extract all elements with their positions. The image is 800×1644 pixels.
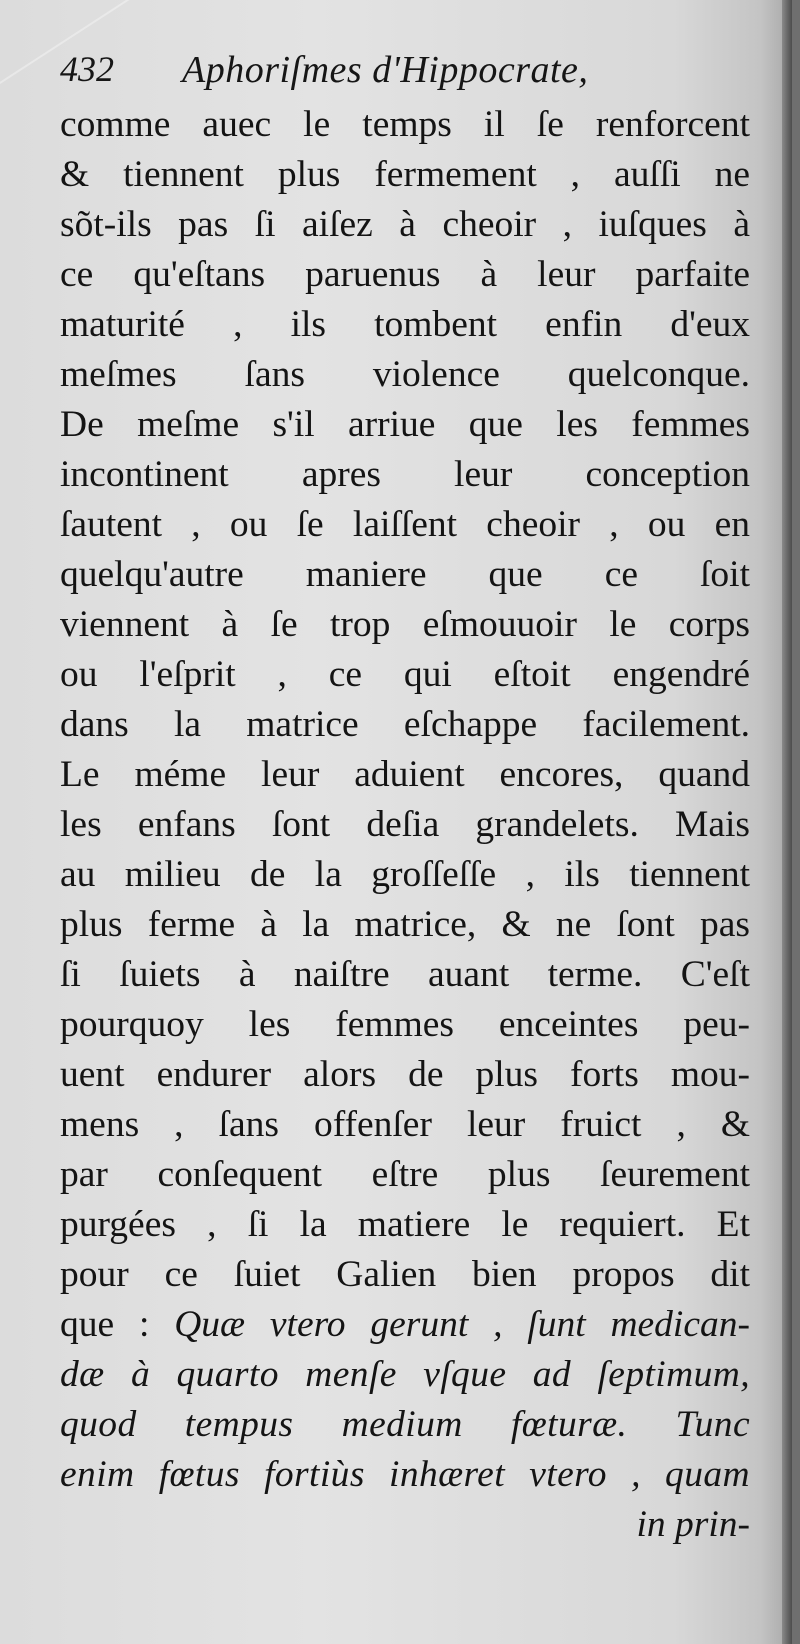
text-line: les enfans ſont deſia grandelets. Mais — [60, 804, 750, 845]
text-line: meſmes ſans violence quelconque. — [60, 354, 750, 395]
body-text — [60, 100, 750, 1550]
roman-segment: que : — [60, 1304, 175, 1345]
running-title: Aphoriſmes d'Hippocrate, — [182, 49, 589, 91]
text-line: ce qu'eſtans paruenus à leur parfaite — [60, 254, 750, 295]
running-head — [60, 44, 760, 100]
text-line: incontinent apres leur conception — [60, 454, 750, 495]
text-line: ſi ſuiets à naiſtre auant terme. C'eſt — [60, 954, 750, 995]
text-line: au milieu de la groſſeſſe , ils tiennent — [60, 854, 750, 895]
text-line: viennent à ſe trop eſmouuoir le corps — [60, 604, 750, 645]
italic-line: quod tempus medium fœturæ. Tunc — [60, 1404, 750, 1445]
text-line: maturité , ils tombent enfin d'eux — [60, 304, 750, 345]
text-line: ſautent , ou ſe laiſſent cheoir , ou en — [60, 504, 750, 545]
text-line: sõt-ils pas ſi aiſez à cheoir , iuſques à — [60, 204, 750, 245]
text-line: mens , ſans offenſer leur fruict , & — [60, 1104, 750, 1145]
text-line: uent endurer alors de plus forts mou- — [60, 1054, 750, 1095]
italic-segment: Quæ vtero gerunt , ſunt medican- — [174, 1304, 750, 1345]
text-line: Le méme leur aduient encores, quand — [60, 754, 750, 795]
text-line: pour ce ſuiet Galien bien propos dit — [60, 1254, 750, 1295]
text-line: De meſme s'il arriue que les femmes — [60, 404, 750, 445]
italic-line: enim fœtus fortiùs inhæret vtero , quam — [60, 1454, 750, 1495]
text-line: pourquoy les femmes enceintes peu- — [60, 1004, 750, 1045]
text-line: & tiennent plus fermement , auſſi ne — [60, 154, 750, 195]
text-line: par conſequent eſtre plus ſeurement — [60, 1154, 750, 1195]
page-edge-shadow — [782, 0, 792, 1644]
text-line: purgées , ſi la matiere le requiert. Et — [60, 1204, 750, 1245]
italic-line: dæ à quarto menſe vſque ad ſeptimum, — [60, 1354, 750, 1395]
text-line-mixed — [60, 1300, 750, 1350]
text-line: quelqu'autre maniere que ce ſoit — [60, 554, 750, 595]
text-line: plus ferme à la matrice, & ne ſont pas — [60, 904, 750, 945]
page-number: 432 — [60, 49, 114, 89]
text-line: ou l'eſprit , ce qui eſtoit engendré — [60, 654, 750, 695]
text-line: dans la matrice eſchappe facilement. — [60, 704, 750, 745]
text-line: comme auec le temps il ſe renforcent — [60, 104, 750, 145]
catchword: in prin- — [636, 1504, 750, 1545]
